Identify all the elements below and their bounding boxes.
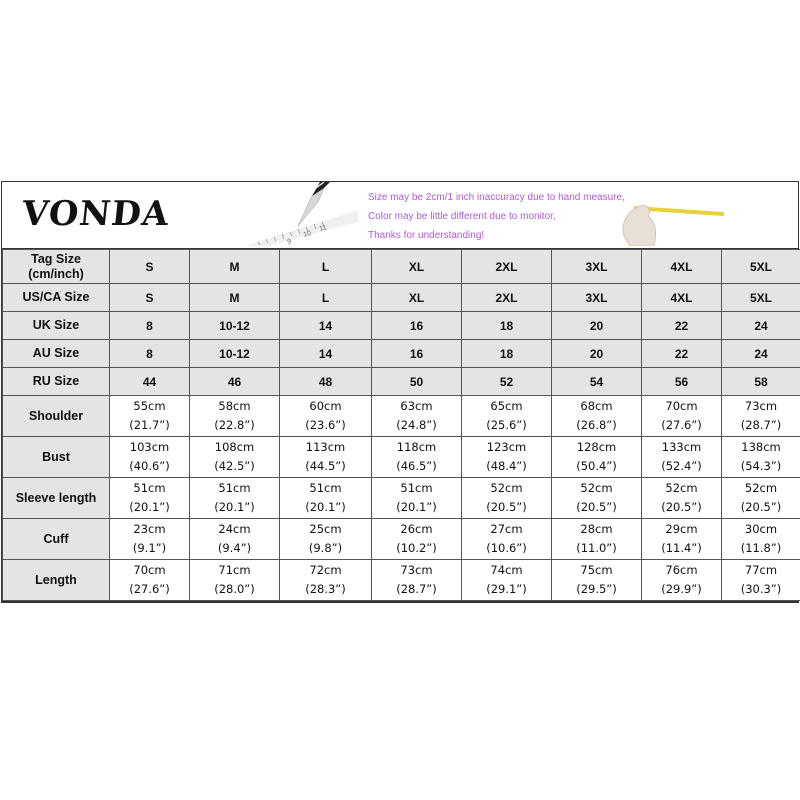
table-cell: 51cm (20.1”): [372, 478, 462, 519]
table-cell: 128cm (50.4”): [552, 437, 642, 478]
size-row-us-ca: [3, 284, 800, 312]
table-cell: 24cm (9.4”): [190, 519, 280, 560]
row-label: AU Size: [3, 340, 110, 368]
size-row-ru: [3, 368, 800, 396]
table-cell: 103cm (40.6”): [110, 437, 190, 478]
table-cell: 108cm (42.5”): [190, 437, 280, 478]
table-cell: 10-12: [190, 312, 280, 340]
table-cell: 28cm (11.0”): [552, 519, 642, 560]
table-cell: 16: [372, 340, 462, 368]
svg-text:11: 11: [318, 224, 328, 233]
table-cell: 2XL: [462, 284, 552, 312]
table-cell: 14: [280, 312, 372, 340]
table-cell: 48: [280, 368, 372, 396]
table-cell: 113cm (44.5”): [280, 437, 372, 478]
table-cell: 27cm (10.6”): [462, 519, 552, 560]
table-cell: 65cm (25.6”): [462, 396, 552, 437]
table-cell: 71cm (28.0”): [190, 560, 280, 601]
table-cell: 50: [372, 368, 462, 396]
table-cell: 4XL: [642, 250, 722, 284]
table-cell: 68cm (26.8”): [552, 396, 642, 437]
table-cell: 5XL: [722, 250, 800, 284]
table-cell: 16: [372, 312, 462, 340]
measure-row-bust: [3, 437, 800, 478]
hand-measuring-tape-icon: [614, 186, 724, 246]
size-row-tag: [3, 250, 800, 284]
table-cell: 20: [552, 312, 642, 340]
table-cell: 60cm (23.6”): [280, 396, 372, 437]
row-label: Length: [3, 560, 110, 601]
table-cell: 18: [462, 340, 552, 368]
table-cell: 8: [110, 340, 190, 368]
table-cell: 123cm (48.4”): [462, 437, 552, 478]
row-label: Sleeve length: [3, 478, 110, 519]
table-cell: 3XL: [552, 250, 642, 284]
note-line: Color may be little different due to monitor,: [368, 211, 556, 222]
table-cell: 74cm (29.1”): [462, 560, 552, 601]
table-cell: 20: [552, 340, 642, 368]
table-cell: 52cm (20.5”): [642, 478, 722, 519]
table-cell: 4XL: [642, 284, 722, 312]
table-cell: 44: [110, 368, 190, 396]
table-cell: 22: [642, 340, 722, 368]
table-cell: 133cm (52.4”): [642, 437, 722, 478]
table-cell: 55cm (21.7”): [110, 396, 190, 437]
table-cell: 46: [190, 368, 280, 396]
table-cell: 70cm (27.6”): [642, 396, 722, 437]
table-cell: 52cm (20.5”): [552, 478, 642, 519]
row-label: Shoulder: [3, 396, 110, 437]
table-cell: 51cm (20.1”): [190, 478, 280, 519]
table-cell: 73cm (28.7”): [372, 560, 462, 601]
size-table: [2, 249, 800, 601]
table-cell: XL: [372, 284, 462, 312]
measure-row-sleeve-length: [3, 478, 800, 519]
note-line: Size may be 2cm/1 inch inaccuracy due to hand measure,: [368, 192, 625, 203]
table-cell: 10-12: [190, 340, 280, 368]
table-cell: 51cm (20.1”): [110, 478, 190, 519]
table-cell: 14: [280, 340, 372, 368]
table-cell: L: [280, 284, 372, 312]
svg-text:9: 9: [286, 238, 293, 246]
row-label: UK Size: [3, 312, 110, 340]
disclaimer-notes: [368, 188, 625, 245]
table-cell: 52cm (20.5”): [462, 478, 552, 519]
size-chart: [1, 181, 799, 603]
note-line: Thanks for understanding!: [368, 230, 485, 241]
table-cell: 63cm (24.8”): [372, 396, 462, 437]
table-cell: M: [190, 250, 280, 284]
row-label: US/CA Size: [3, 284, 110, 312]
table-cell: 25cm (9.8”): [280, 519, 372, 560]
svg-text:10: 10: [302, 230, 313, 239]
table-cell: 5XL: [722, 284, 800, 312]
table-cell: 24: [722, 312, 800, 340]
table-cell: S: [110, 250, 190, 284]
table-cell: L: [280, 250, 372, 284]
table-cell: 75cm (29.5”): [552, 560, 642, 601]
table-cell: 72cm (28.3”): [280, 560, 372, 601]
table-cell: 3XL: [552, 284, 642, 312]
table-cell: 118cm (46.5”): [372, 437, 462, 478]
table-cell: 18: [462, 312, 552, 340]
row-label: Bust: [3, 437, 110, 478]
brand-logo: VONDA: [19, 194, 172, 234]
table-cell: 24: [722, 340, 800, 368]
pencil-ruler-icon: [238, 182, 358, 246]
table-cell: 56: [642, 368, 722, 396]
row-label: Tag Size (cm/inch): [3, 250, 110, 284]
row-label: Cuff: [3, 519, 110, 560]
table-cell: 2XL: [462, 250, 552, 284]
table-cell: 51cm (20.1”): [280, 478, 372, 519]
table-cell: 8: [110, 312, 190, 340]
table-cell: 29cm (11.4”): [642, 519, 722, 560]
table-cell: 23cm (9.1”): [110, 519, 190, 560]
table-cell: M: [190, 284, 280, 312]
table-cell: 58: [722, 368, 800, 396]
table-cell: 77cm (30.3”): [722, 560, 800, 601]
table-cell: 54: [552, 368, 642, 396]
table-cell: 52cm (20.5”): [722, 478, 800, 519]
measure-row-length: [3, 560, 800, 601]
table-cell: 22: [642, 312, 722, 340]
table-cell: 30cm (11.8”): [722, 519, 800, 560]
measure-row-cuff: [3, 519, 800, 560]
chart-banner: [2, 182, 798, 249]
table-cell: 73cm (28.7”): [722, 396, 800, 437]
size-row-au: [3, 340, 800, 368]
table-cell: 76cm (29.9”): [642, 560, 722, 601]
row-label: RU Size: [3, 368, 110, 396]
size-row-uk: [3, 312, 800, 340]
table-cell: 26cm (10.2”): [372, 519, 462, 560]
table-cell: XL: [372, 250, 462, 284]
table-cell: 70cm (27.6”): [110, 560, 190, 601]
table-cell: 52: [462, 368, 552, 396]
table-cell: 58cm (22.8”): [190, 396, 280, 437]
table-cell: S: [110, 284, 190, 312]
measure-row-shoulder: [3, 396, 800, 437]
table-cell: 138cm (54.3”): [722, 437, 800, 478]
